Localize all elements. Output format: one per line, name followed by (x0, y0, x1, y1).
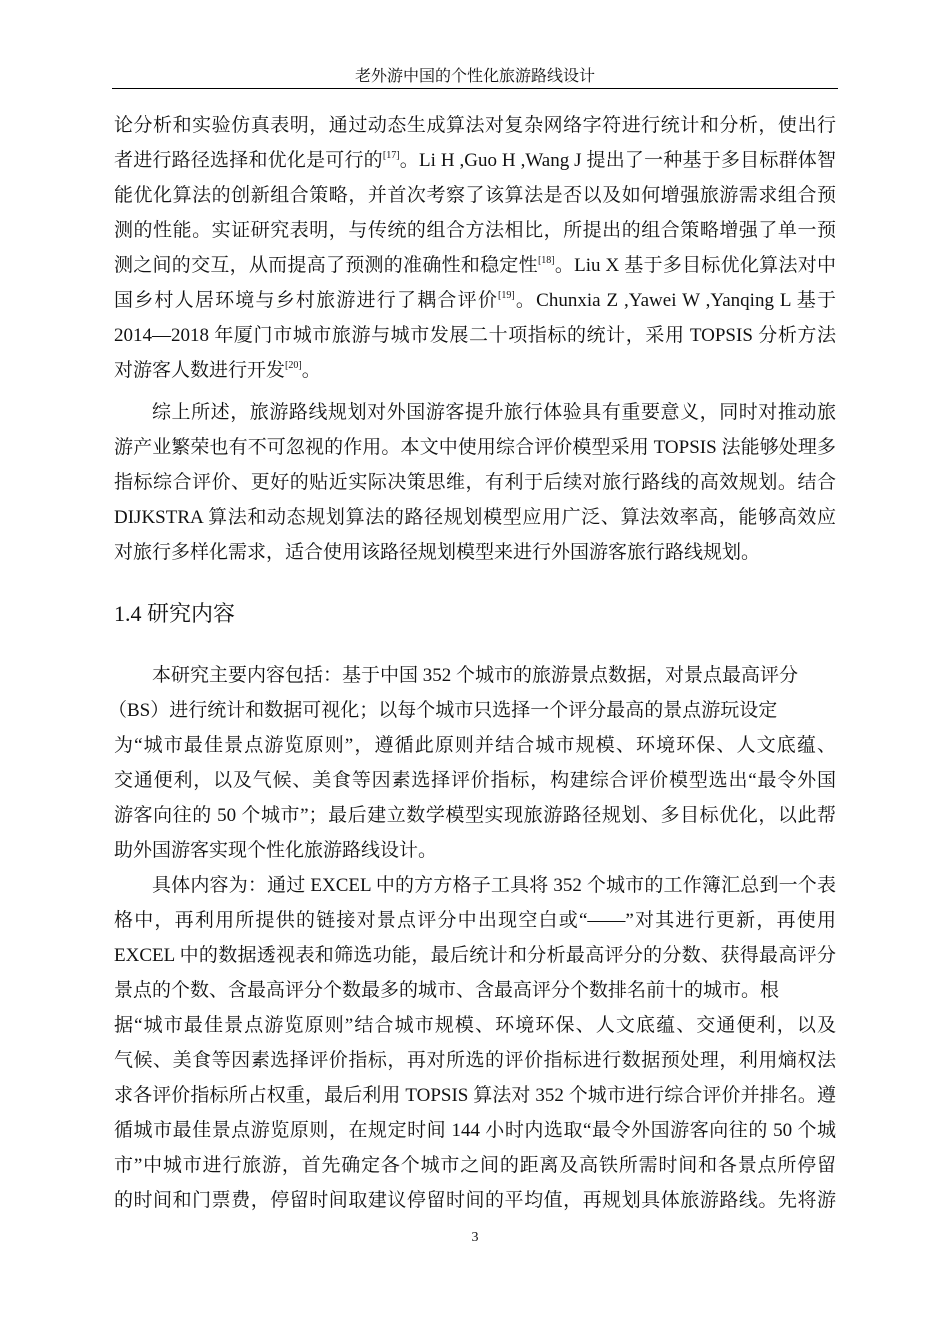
text-span: 对游客人数进行开发 (114, 360, 286, 381)
text-span: 能优化算法的创新组合策略，并首次考察了该算法是否以及如何增强旅游需求组合预 (114, 185, 836, 206)
text-line: DIJKSTRA 算法和动态规划算法的路径规划模型应用广泛、算法效率高，能够高效应 (114, 507, 836, 528)
text-line: 本研究主要内容包括：基于中国 352 个城市的旅游景点数据，对景点最高评分 (152, 665, 799, 686)
text-line: 景点的个数、含最高评分个数最多的城市、含最高评分个数排名前十的城市。根 (114, 980, 780, 1001)
text-line: 为“城市最佳景点游览原则”，遵循此原则并结合城市规模、环境环保、人文底蕴、 (114, 735, 836, 756)
text-line (114, 213, 836, 248)
text-line: 具体内容为：通过 EXCEL 中的方方格子工具将 352 个城市的工作簿汇总到一个表 (152, 875, 836, 896)
section-heading: 1.4 研究内容 (114, 601, 236, 626)
header-rule (112, 88, 838, 89)
text-line: 气候、美食等因素选择评价指标，再对所选的评价指标进行数据预处理，利用熵权法 (114, 1050, 836, 1071)
text-line: 助外国游客实现个性化旅游路线设计。 (114, 840, 438, 861)
text-line: 据“城市最佳景点游览原则”结合城市规模、环境环保、人文底蕴、交通便利，以及 (114, 1015, 836, 1036)
running-header: 老外游中国的个性化旅游路线设计 (354, 68, 595, 85)
text-span: 。Liu X 基于多目标优化算法对中 (554, 255, 836, 276)
text-span: 测之间的交互，从而提高了预测的准确性和稳定性 (114, 255, 538, 276)
text-line: 市”中城市进行旅游，首先确定各个城市之间的距离及高铁所需时间和各景点所停留 (114, 1155, 836, 1176)
text-span: 国乡村人居环境与乡村旅游进行了耦合评价 (114, 290, 499, 311)
text-line: （BS）进行统计和数据可视化；以每个城市只选择一个评分最高的景点游玩设定 (108, 700, 778, 721)
text-line: 对旅行多样化需求，适合使用该路径规划模型来进行外国游客旅行路线规划。 (114, 542, 761, 563)
citation: [20] (285, 360, 302, 371)
text-line: 求各评价指标所占权重，最后利用 TOPSIS 算法对 352 个城市进行综合评价并排名。遵 (114, 1085, 836, 1106)
text-line: 循城市最佳景点游览原则，在规定时间 144 小时内选取“最令外国游客向往的 50 个城 (114, 1120, 836, 1141)
citation: [17] (382, 150, 400, 161)
text-span: 。 (301, 360, 321, 381)
text-line (114, 248, 836, 283)
text-line: 指标综合评价、更好的贴近实际决策思维，有利于后续对旅行路线的高效规划。结合 (114, 472, 836, 493)
text-span: 。Chunxia Z ,Yawei W ,Yanqing L 基于 (514, 290, 836, 311)
text-line (114, 178, 836, 213)
text-line: 综上所述，旅游路线规划对外国游客提升旅行体验具有重要意义，同时对推动旅 (152, 402, 836, 423)
text-span: 论分析和实验仿真表明，通过动态生成算法对复杂网络字符进行统计和分析，使出行 (114, 115, 836, 136)
text-span: 者进行路径选择和优化是可行的 (114, 150, 383, 171)
text-line (114, 143, 836, 178)
text-line: 游产业繁荣也有不可忽视的作用。本文中使用综合评价模型采用 TOPSIS 法能够处理多 (114, 437, 836, 458)
page-number: 3 (471, 1230, 479, 1245)
text-line: EXCEL 中的数据透视表和筛选功能，最后统计和分析最高评分的分数、获得最高评分 (114, 945, 836, 966)
text-span: 测的性能。实证研究表明，与传统的组合方法相比，所提出的组合策略增强了单一预 (114, 220, 836, 241)
text-line: 游客向往的 50 个城市”；最后建立数学模型实现旅游路径规划、多目标优化，以此帮 (114, 805, 836, 826)
text-line: 格中，再利用所提供的链接对景点评分中出现空白或“——”对其进行更新，再使用 (114, 910, 836, 931)
text-line (114, 318, 836, 353)
text-line (114, 283, 836, 318)
text-line (114, 353, 836, 388)
citation: [18] (537, 255, 555, 266)
text-line: 的时间和门票费，停留时间取建议停留时间的平均值，再规划具体旅游路线。先将游 (114, 1190, 836, 1211)
text-span: 2014—2018 年厦门市城市旅游与城市发展二十项指标的统计，采用 TOPSIS 分析方法 (114, 325, 836, 346)
text-line: 交通便利，以及气候、美食等因素选择评价指标，构建综合评价模型选出“最令外国 (114, 770, 836, 791)
text-line (114, 108, 836, 143)
text-span: 。Li H ,Guo H ,Wang J 提出了一种基于多目标群体智 (399, 150, 836, 171)
citation: [19] (498, 290, 515, 301)
